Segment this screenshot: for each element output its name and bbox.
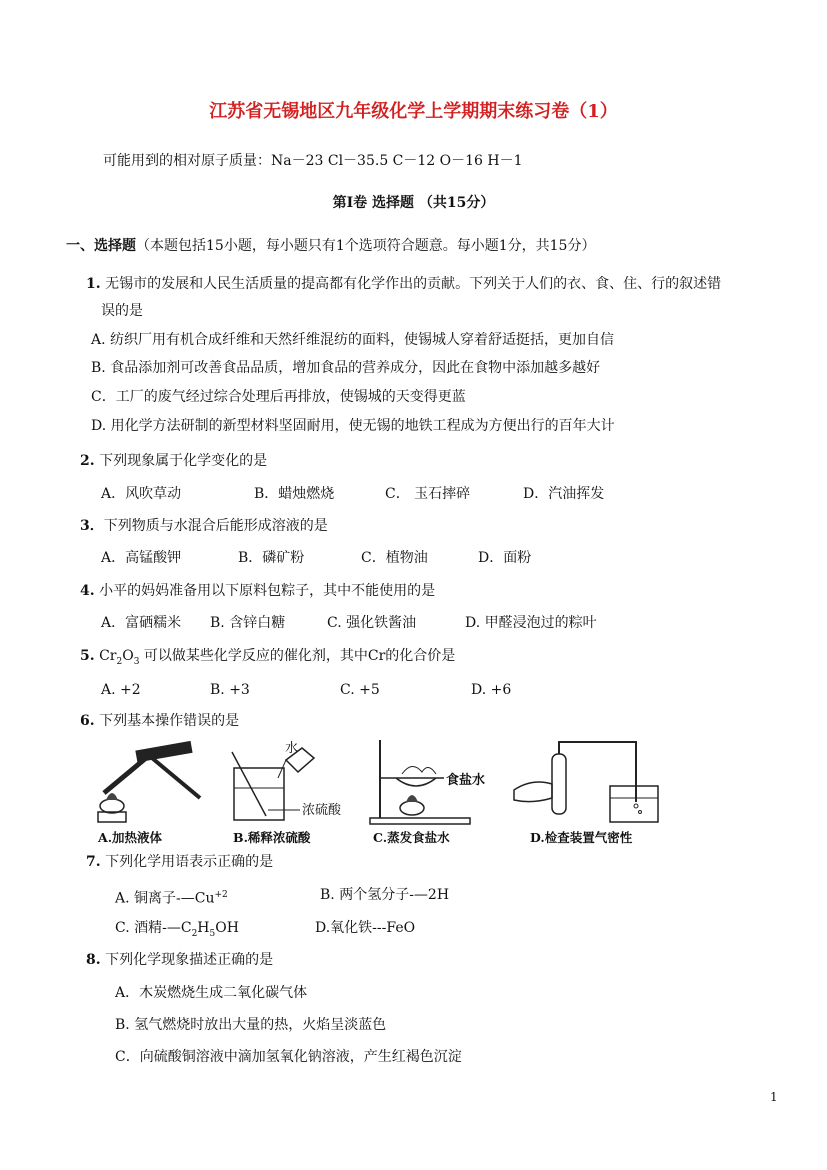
question-1-stem: [86, 275, 721, 293]
question-2-number: 2.: [80, 453, 95, 469]
figure-c-label-salt: 食盐水: [446, 773, 486, 788]
question-1-number: 1.: [86, 276, 101, 292]
question-7-number: 7.: [86, 854, 101, 870]
section-title: 第Ⅰ卷 选择题 （共15分）: [332, 195, 495, 211]
question-5-text: 可以做某些化学反应的催化剂，其中Cr的化合价是: [143, 648, 456, 664]
question-4-text: 小平的妈妈准备用以下原料包粽子，其中不能使用的是: [99, 583, 436, 599]
question-8-number: 8.: [86, 952, 101, 968]
question-4-option-c: C. 强化铁酱油: [327, 615, 417, 631]
question-5-option-a: A. +2: [101, 682, 141, 698]
question-7-option-d: D.氧化铁---FeO: [315, 920, 416, 936]
figure-d-caption: D.检查装置气密性: [530, 830, 633, 845]
part-heading-bold: 一、选择题: [66, 238, 136, 254]
figure-a-caption: A.加热液体: [98, 830, 163, 845]
question-4-option-a: A．富硒糯米: [101, 615, 182, 631]
question-4-option-d: D. 甲醛浸泡过的粽叶: [465, 615, 597, 631]
question-5-option-c: C. +5: [340, 682, 380, 698]
question-2-option-a: A．风吹草动: [101, 486, 182, 502]
question-6-text: 下列基本操作错误的是: [99, 713, 240, 729]
question-2-option-d: D．汽油挥发: [523, 486, 605, 502]
question-7-stem: [86, 853, 273, 871]
question-3-stem: [80, 517, 328, 535]
page-title: 江苏省无锡地区九年级化学上学期期末练习卷（1）: [209, 101, 618, 122]
question-5-stem: [80, 647, 455, 671]
question-3-option-d: D．面粉: [478, 550, 532, 566]
question-1-option-a: A. 纺织厂用有机合成纤维和天然纤维混纺的面料，使锡城人穿着舒适挺括，更加自信: [91, 332, 615, 348]
question-1-option-c: C．工厂的废气经过综合处理后再排放，使锡城的天变得更蓝: [91, 389, 466, 405]
question-5-option-d: D. +6: [471, 682, 512, 698]
figure-d-airtight-check-icon: [512, 738, 662, 828]
question-3-option-b: B．磷矿粉: [238, 550, 305, 566]
figure-b-caption: B.稀释浓硫酸: [233, 830, 311, 845]
question-6-number: 6.: [80, 713, 95, 729]
question-2-option-b: B．蜡烛燃烧: [254, 486, 335, 502]
question-5-number: 5.: [80, 648, 95, 664]
question-7-text: 下列化学用语表示正确的是: [105, 854, 274, 870]
question-1-stem-cont: 误的是: [101, 303, 143, 319]
question-8-text: 下列化学现象描述正确的是: [105, 952, 274, 968]
question-1-text: 无锡市的发展和人民生活质量的提高都有化学作出的贡献。下列关于人们的衣、食、住、行的叙述错: [105, 276, 722, 292]
question-2-stem: [80, 452, 267, 470]
figure-b-label-water: 水: [285, 741, 299, 756]
question-3-option-a: A．高锰酸钾: [101, 550, 182, 566]
question-8-stem: [86, 951, 273, 969]
atomic-masses: 可能用到的相对原子质量：Na－23 Cl－35.5 C－12 O－16 H－1: [103, 153, 523, 169]
question-2-option-c: C． 玉石摔碎: [385, 486, 471, 502]
question-5-option-b: B. +3: [210, 682, 250, 698]
question-5-formula: $Cr_2O_3$: [99, 648, 140, 667]
question-8-option-c: C．向硫酸铜溶液中滴加氢氧化钠溶液，产生红褐色沉淀: [115, 1049, 462, 1065]
part-heading-rest: （本题包括15小题，每小题只有1个选项符合题意。每小题1分，共15分）: [136, 238, 596, 254]
question-7-option-b: B. 两个氢分子-—2H: [320, 887, 450, 903]
question-8-option-b: B. 氢气燃烧时放出大量的热，火焰呈淡蓝色: [115, 1017, 387, 1033]
figure-b-label-acid: 浓硫酸: [302, 803, 342, 818]
figure-c-caption: C.蒸发食盐水: [373, 830, 450, 845]
part-heading: [66, 237, 595, 255]
question-7-option-a: A. 铜离子$-—Cu^{+2}$: [115, 890, 228, 907]
question-3-number: 3．: [80, 518, 104, 534]
question-4-stem: [80, 582, 435, 600]
figure-a-heating-liquid-icon: [92, 738, 204, 828]
question-4-number: 4.: [80, 583, 95, 599]
question-1-option-b: B. 食品添加剂可改善食品品质，增加食品的营养成分，因此在食物中添加越多越好: [91, 360, 601, 376]
question-8-option-a: A．木炭燃烧生成二氧化碳气体: [115, 985, 308, 1001]
question-2-text: 下列现象属于化学变化的是: [99, 453, 268, 469]
question-1-option-d: D. 用化学方法研制的新型材料坚固耐用，使无锡的地铁工程成为方便出行的百年大计: [91, 418, 615, 434]
question-4-option-b: B. 含锌白糖: [210, 615, 286, 631]
question-6-stem: [80, 712, 239, 730]
question-3-option-c: C．植物油: [361, 550, 428, 566]
question-7-option-c: C. 酒精$-—C_2H_5OH$: [115, 920, 239, 939]
page-number: 1: [770, 1090, 778, 1104]
question-3-text: 下列物质与水混合后能形成溶液的是: [103, 518, 328, 534]
